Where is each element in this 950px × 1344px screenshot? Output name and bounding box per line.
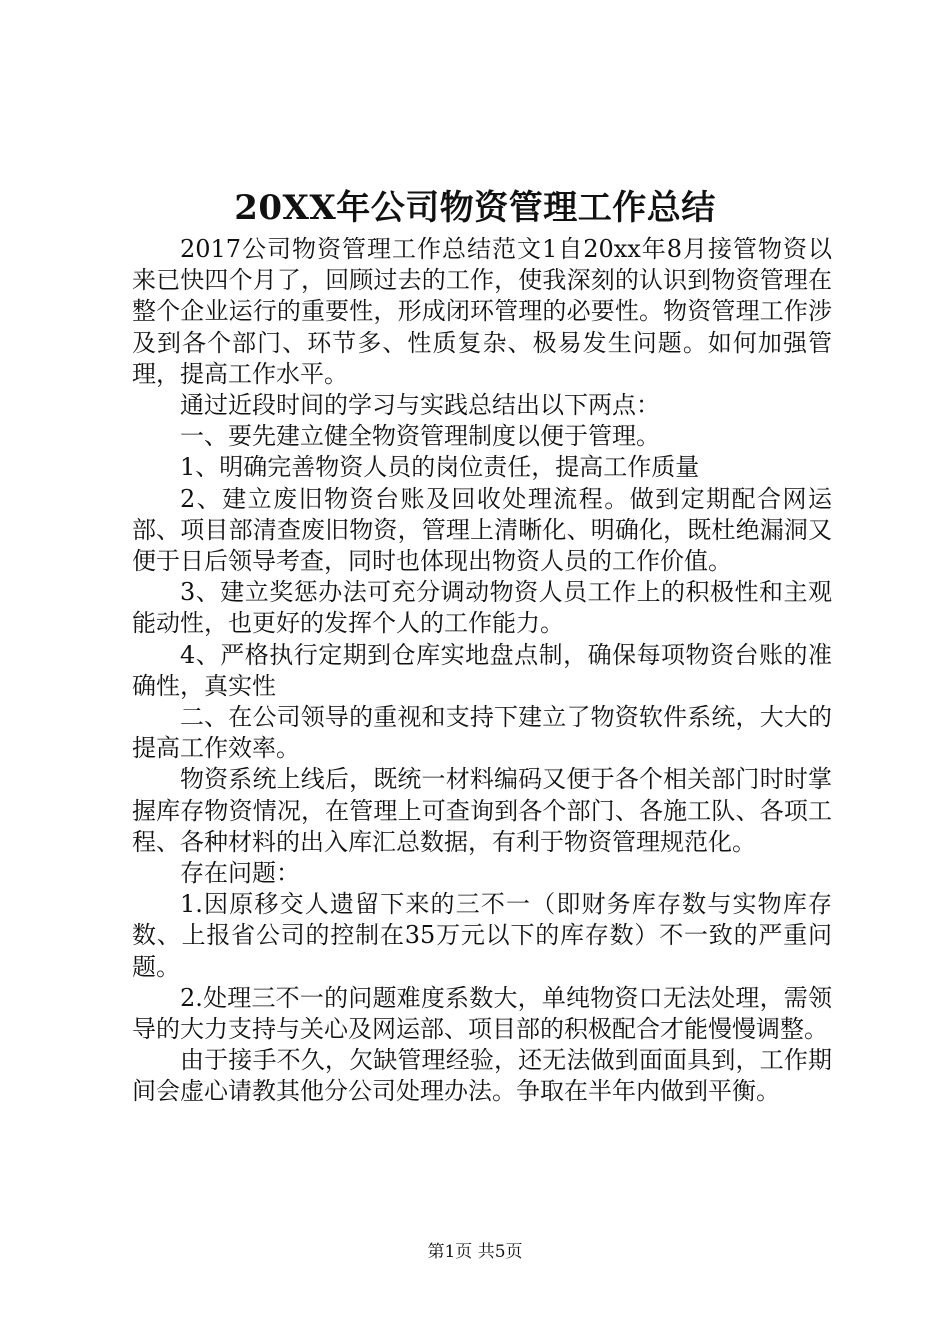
- paragraph-problem-1: 1.因原移交人遗留下来的三不一（即财务库存数与实物库存数、上报省公司的控制在35万元以下的库存数）不一致的严重问题。: [132, 890, 832, 981]
- paragraph-item-4: 4、严格执行定期到仓库实地盘点制，确保每项物资台账的准确性，真实性: [132, 640, 832, 700]
- page-number-footer: 第1页 共5页: [427, 1242, 523, 1262]
- paragraph-system-benefits: 物资系统上线后，既统一材料编码又便于各个相关部门时时掌握库存物资情况，在管理上可查询到各个部门、各施工队、各项工程、各种材料的出入库汇总数据，有利于物资管理规范化。: [132, 765, 832, 856]
- paragraph-item-1: 1、明确完善物资人员的岗位责任，提高工作质量: [180, 453, 700, 482]
- paragraph-intro: 2017公司物资管理工作总结范文1自20xx年8月接管物资以来已快四个月了，回顾过去的工作，使我深刻的认识到物资管理在整个企业运行的重要性，形成闭环管理的必要性。物资管理工作涉及到各个部门、环节多、性质复杂、极易发生问题。如何加强管理，提高工作水平。: [132, 235, 832, 388]
- paragraph-summary-lead: 通过近段时间的学习与实践总结出以下两点：: [180, 391, 660, 420]
- paragraph-section-2-heading: 二、在公司领导的重视和支持下建立了物资软件系统，大大的提高工作效率。: [132, 703, 832, 763]
- paragraph-problems-heading: 存在问题：: [180, 859, 300, 888]
- paragraph-section-1-heading: 一、要先建立健全物资管理制度以便于管理。: [180, 422, 660, 451]
- paragraph-problem-2: 2.处理三不一的问题难度系数大，单纯物资口无法处理，需领导的大力支持与关心及网运部、项目部的积极配合才能慢慢调整。: [132, 983, 832, 1044]
- paragraph-item-2: 2、建立废旧物资台账及回收处理流程。做到定期配合网运部、项目部清查废旧物资，管理上清晰化、明确化，既杜绝漏洞又便于日后领导考查，同时也体现出物资人员的工作价值。: [132, 484, 832, 576]
- paragraph-item-3: 3、建立奖惩办法可充分调动物资人员工作上的积极性和主观能动性，也更好的发挥个人的工作能力。: [132, 578, 832, 638]
- document-body: [132, 234, 832, 1108]
- document-title: 20XX年公司物资管理工作总结: [234, 188, 716, 228]
- paragraph-conclusion: 由于接手不久，欠缺管理经验，还无法做到面面具到，工作期间会虚心请教其他分公司处理办法。争取在半年内做到平衡。: [132, 1046, 832, 1106]
